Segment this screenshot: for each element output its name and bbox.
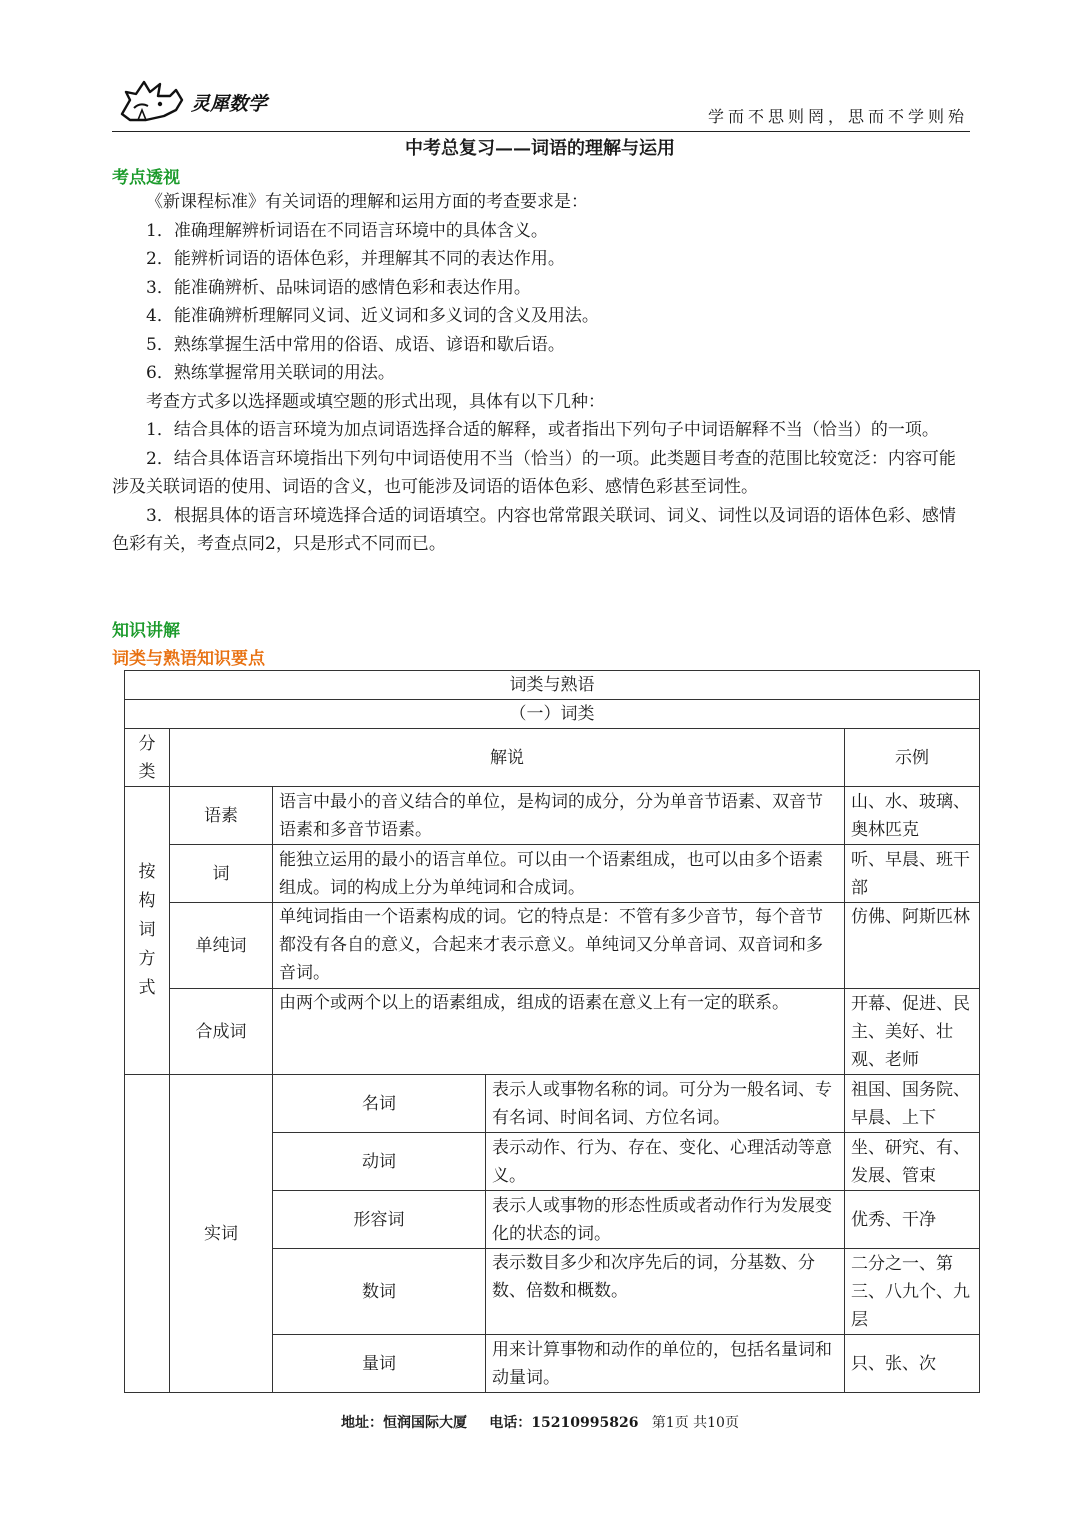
page-title: 中考总复习——词语的理解与运用 — [405, 138, 675, 159]
group-label-goucifangshi — [125, 787, 170, 1075]
requirement-item: 5．熟练掌握生活中常用的俗语、成语、谚语和歇后语。 — [146, 334, 565, 355]
page-header — [112, 68, 970, 132]
intro-block — [112, 188, 970, 559]
group-blank-cell — [125, 1075, 170, 1393]
requirement-item: 6．熟练掌握常用关联词的用法。 — [146, 363, 395, 383]
term-example: 山、水、玻璃、奥林匹克 — [845, 787, 980, 845]
term-name: 词 — [170, 845, 273, 903]
footer-address-label: 地址： — [341, 1415, 384, 1431]
head-category — [125, 729, 170, 787]
section-heading-zhishi: 知识讲解 — [112, 621, 180, 641]
footer-phone: 15210995826 — [531, 1415, 639, 1431]
section-heading-cilei: 词类与熟语知识要点 — [112, 649, 265, 669]
term-name: 动词 — [273, 1133, 486, 1191]
footer-page-number: 第1页 共10页 — [651, 1415, 739, 1431]
term-example: 祖国、国务院、早晨、上下 — [845, 1075, 980, 1133]
term-example: 只、张、次 — [845, 1335, 980, 1393]
term-example: 听、早晨、班干部 — [845, 845, 980, 903]
term-name: 数词 — [273, 1249, 486, 1335]
term-desc: 语言中最小的音义结合的单位，是构词的成分，分为单音节语素、双音节语素和多音节语素。 — [273, 787, 845, 845]
word-class-table — [124, 670, 980, 1393]
head-example: 示例 — [845, 729, 980, 787]
term-example: 坐、研究、有、发展、管束 — [845, 1133, 980, 1191]
page-footer — [0, 1412, 1080, 1432]
term-example: 二分之一、第三、八九个、九层 — [845, 1249, 980, 1335]
term-name: 名词 — [273, 1075, 486, 1133]
term-name: 量词 — [273, 1335, 486, 1393]
term-example: 仿佛、阿斯匹林 — [845, 903, 980, 989]
table-subtitle: （一）词类 — [125, 700, 980, 729]
term-desc: 表示人或事物名称的词。可分为一般名词、专有名词、时间名词、方位名词。 — [486, 1075, 845, 1133]
term-name: 单纯词 — [170, 903, 273, 989]
section-heading-kaodian: 考点透视 — [112, 168, 180, 188]
term-desc: 由两个或两个以上的语素组成，组成的语素在意义上有一定的联系。 — [273, 989, 845, 1075]
method-lead: 考查方式多以选择题或填空题的形式出现，具体有以下几种： — [146, 391, 605, 412]
term-desc: 表示人或事物的形态性质或者动作行为发展变化的状态的词。 — [486, 1191, 845, 1249]
head-explain: 解说 — [170, 729, 845, 787]
footer-address: 恒润国际大厦 — [383, 1415, 468, 1431]
term-example: 开幕、促进、民主、美好、壮观、老师 — [845, 989, 980, 1075]
requirement-item: 1．准确理解辨析词语在不同语言环境中的具体含义。 — [146, 220, 548, 241]
method-item: 3．根据具体的语言环境选择合适的词语填空。内容也常常跟关联词、词义、词性以及词语的语体色彩、感情色彩有关，考查点同2，只是形式不同而已。 — [112, 505, 956, 554]
term-desc: 用来计算事物和动作的单位的，包括名量词和动量词。 — [486, 1335, 845, 1393]
term-desc: 能独立运用的最小的语言单位。可以由一个语素组成，也可以由多个语素组成。词的构成上分为单纯词和合成词。 — [273, 845, 845, 903]
group-label-text: 按构词方式 — [138, 862, 156, 998]
footer-phone-label: 电话： — [489, 1415, 532, 1431]
svg-text:灵犀数学: 灵犀数学 — [191, 93, 268, 115]
method-item: 2．结合具体语言环境指出下列句中词语使用不当（恰当）的一项。此类题目考查的范围比较宽泛：内容可能涉及关联词语的使用、词语的含义，也可能涉及词语的语体色彩、感情色彩甚至词性。 — [112, 448, 956, 497]
requirement-item: 4．能准确辨析理解同义词、近义词和多义词的含义及用法。 — [146, 306, 599, 326]
term-example: 优秀、干净 — [845, 1191, 980, 1249]
term-name: 形容词 — [273, 1191, 486, 1249]
term-name: 语素 — [170, 787, 273, 845]
intro-lead: 《新课程标准》有关词语的理解和运用方面的考查要求是： — [146, 192, 588, 212]
head-category-text: 分类 — [138, 733, 156, 782]
method-item: 1．结合具体的语言环境为加点词语选择合适的解释，或者指出下列句子中词语解释不当（恰当）的一项。 — [146, 420, 939, 440]
table-title: 词类与熟语 — [125, 671, 980, 700]
header-motto: 学而不思则罔，思而不学则殆 — [707, 107, 968, 126]
requirement-item: 3．能准确辨析、品味词语的感情色彩和表达作用。 — [146, 277, 531, 298]
rhino-logo-icon — [116, 70, 296, 126]
requirement-item: 2．能辨析词语的语体色彩，并理解其不同的表达作用。 — [146, 249, 565, 269]
group-label-shici: 实词 — [170, 1075, 273, 1393]
term-desc: 单纯词指由一个语素构成的词。它的特点是：不管有多少音节，每个音节都没有各自的意义，合起来才表示意义。单纯词又分单音词、双音词和多音词。 — [273, 903, 845, 989]
term-name: 合成词 — [170, 989, 273, 1075]
term-desc: 表示动作、行为、存在、变化、心理活动等意义。 — [486, 1133, 845, 1191]
term-desc: 表示数目多少和次序先后的词，分基数、分数、倍数和概数。 — [486, 1249, 845, 1335]
